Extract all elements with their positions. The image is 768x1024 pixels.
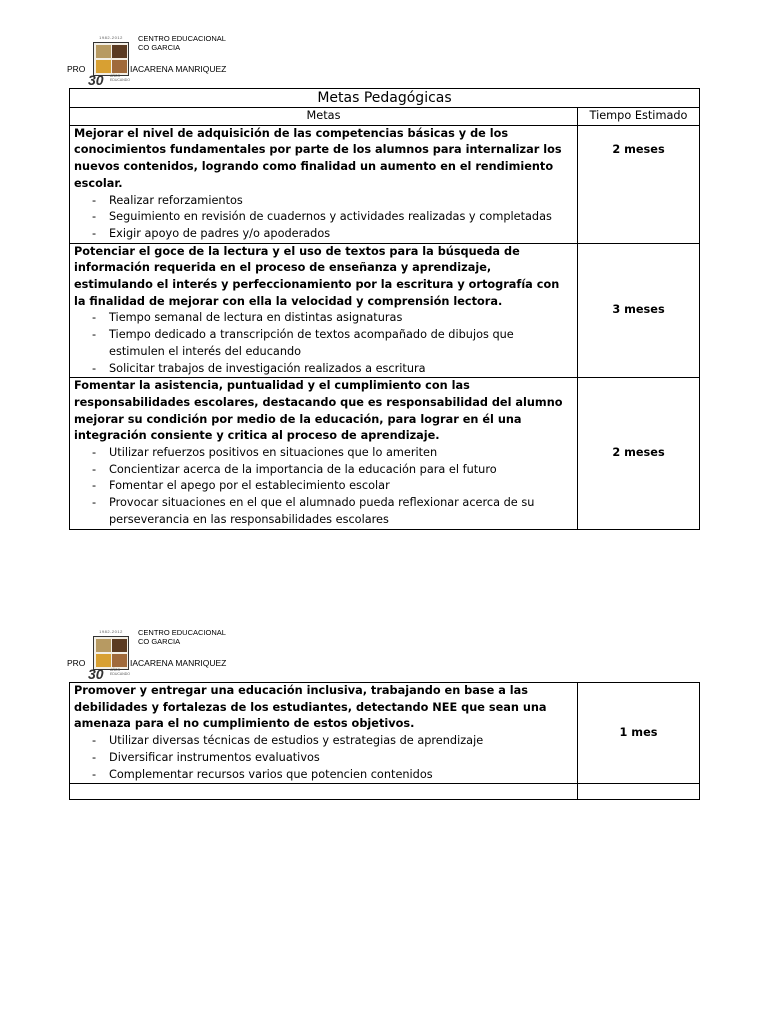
list-item: - Utilizar diversas técnicas de estudios y estrategias de aprendizaje	[109, 733, 573, 750]
goal-cell	[70, 125, 578, 243]
empty-table-row	[70, 784, 700, 800]
list-item: - Diversificar instrumentos evaluativos	[109, 750, 573, 767]
pedagogical-goals-table-continued	[69, 682, 700, 800]
action-list	[74, 193, 573, 243]
list-item: - Exigir apoyo de padres y/o apoderados	[109, 226, 573, 243]
list-item: - Concientizar acerca de la importancia de la educación para el futuro	[109, 462, 573, 479]
anniversary-number: 30	[88, 72, 104, 88]
goal-cell	[70, 378, 578, 529]
list-item: - Fomentar el apego por el establecimiento escolar	[109, 478, 573, 495]
column-header-goals: Metas	[70, 108, 578, 126]
crest-shield	[93, 42, 129, 76]
crest-band: 1982-2012	[99, 35, 123, 40]
time-cell: 1 mes	[578, 683, 700, 784]
table-row	[70, 683, 700, 784]
pro-label: PRO	[67, 64, 86, 74]
institution-name-line2: CO GARCIA	[138, 43, 181, 52]
goal-text: Promover y entregar una educación inclusiva, trabajando en base a las debilidades y fortalezas de los estudiantes, detectando NEE que sean una amenaza para el no cumplimiento de estos objetivos.	[74, 684, 547, 731]
table-header-row	[70, 108, 700, 126]
list-item: - Tiempo semanal de lectura en distintas asignaturas	[109, 310, 573, 327]
teacher-name: IACARENA MANRIQUEZ	[130, 658, 227, 668]
time-cell: 2 meses	[578, 378, 700, 529]
table-row	[70, 125, 700, 243]
time-cell: 2 meses	[578, 125, 700, 243]
list-item: - Solicitar trabajos de investigación realizados a escritura	[109, 361, 573, 378]
teacher-name: IACARENA MANRIQUEZ	[130, 64, 227, 74]
anniversary-subtitle: AÑOS EDUCANDO	[110, 74, 131, 82]
list-item: - Tiempo dedicado a transcripción de textos acompañado de dibujos que estimulen el interés del educando	[109, 327, 573, 360]
empty-cell	[578, 784, 700, 800]
institution-name-line1: CENTRO EDUCACIONAL	[138, 628, 226, 637]
list-item: - Complementar recursos varios que potencien contenidos	[109, 767, 573, 784]
goal-text: Fomentar la asistencia, puntualidad y el cumplimiento con las responsabilidades escolares, destacando que es responsabilidad del alumno mejorar su condición por medio de la educación, para lograr en él una integración consiente y critica al proceso de aprendizaje.	[74, 379, 563, 443]
table-row	[70, 378, 700, 529]
table-row	[70, 243, 700, 378]
table-title: Metas Pedagógicas	[70, 89, 700, 108]
goal-cell	[70, 683, 578, 784]
column-header-time: Tiempo Estimado	[578, 108, 700, 126]
page1-header	[67, 34, 327, 90]
anniversary-subtitle: AÑOS EDUCANDO	[110, 668, 131, 676]
institution-name-line2: CO GARCIA	[138, 637, 181, 646]
empty-cell	[70, 784, 578, 800]
page2-header	[67, 628, 327, 684]
action-list	[74, 310, 573, 377]
action-list	[74, 445, 573, 529]
crest-shield	[93, 636, 129, 670]
goal-cell	[70, 243, 578, 378]
goal-text: Mejorar el nivel de adquisición de las competencias básicas y de los conocimientos fundamentales por parte de los alumnos para internalizar los nuevos contenidos, logrando como finalidad un aumento en el rendimiento escolar.	[74, 126, 562, 190]
action-list	[74, 733, 573, 783]
pedagogical-goals-table	[69, 88, 700, 530]
goal-text: Potenciar el goce de la lectura y el uso de textos para la búsqueda de información requerida en el proceso de enseñanza y aprendizaje, estimulando el interés y perfeccionamiento por la escritura y ortografía con la finalidad de mejorar con ella la velocidad y comprensión lectora.	[74, 244, 560, 308]
list-item: - Realizar reforzamientos	[109, 193, 573, 210]
list-item: - Seguimiento en revisión de cuadernos y actividades realizadas y completadas	[109, 209, 573, 226]
pro-label: PRO	[67, 658, 86, 668]
institution-name-line1: CENTRO EDUCACIONAL	[138, 34, 226, 43]
list-item: - Utilizar refuerzos positivos en situaciones que lo ameriten	[109, 445, 573, 462]
list-item: - Provocar situaciones en el que el alumnado pueda reflexionar acerca de su perseverancia en las responsabilidades escolares	[109, 495, 573, 528]
crest-band: 1982-2012	[99, 629, 123, 634]
time-cell: 3 meses	[578, 243, 700, 378]
anniversary-number: 30	[88, 666, 104, 682]
table-title-row	[70, 89, 700, 108]
